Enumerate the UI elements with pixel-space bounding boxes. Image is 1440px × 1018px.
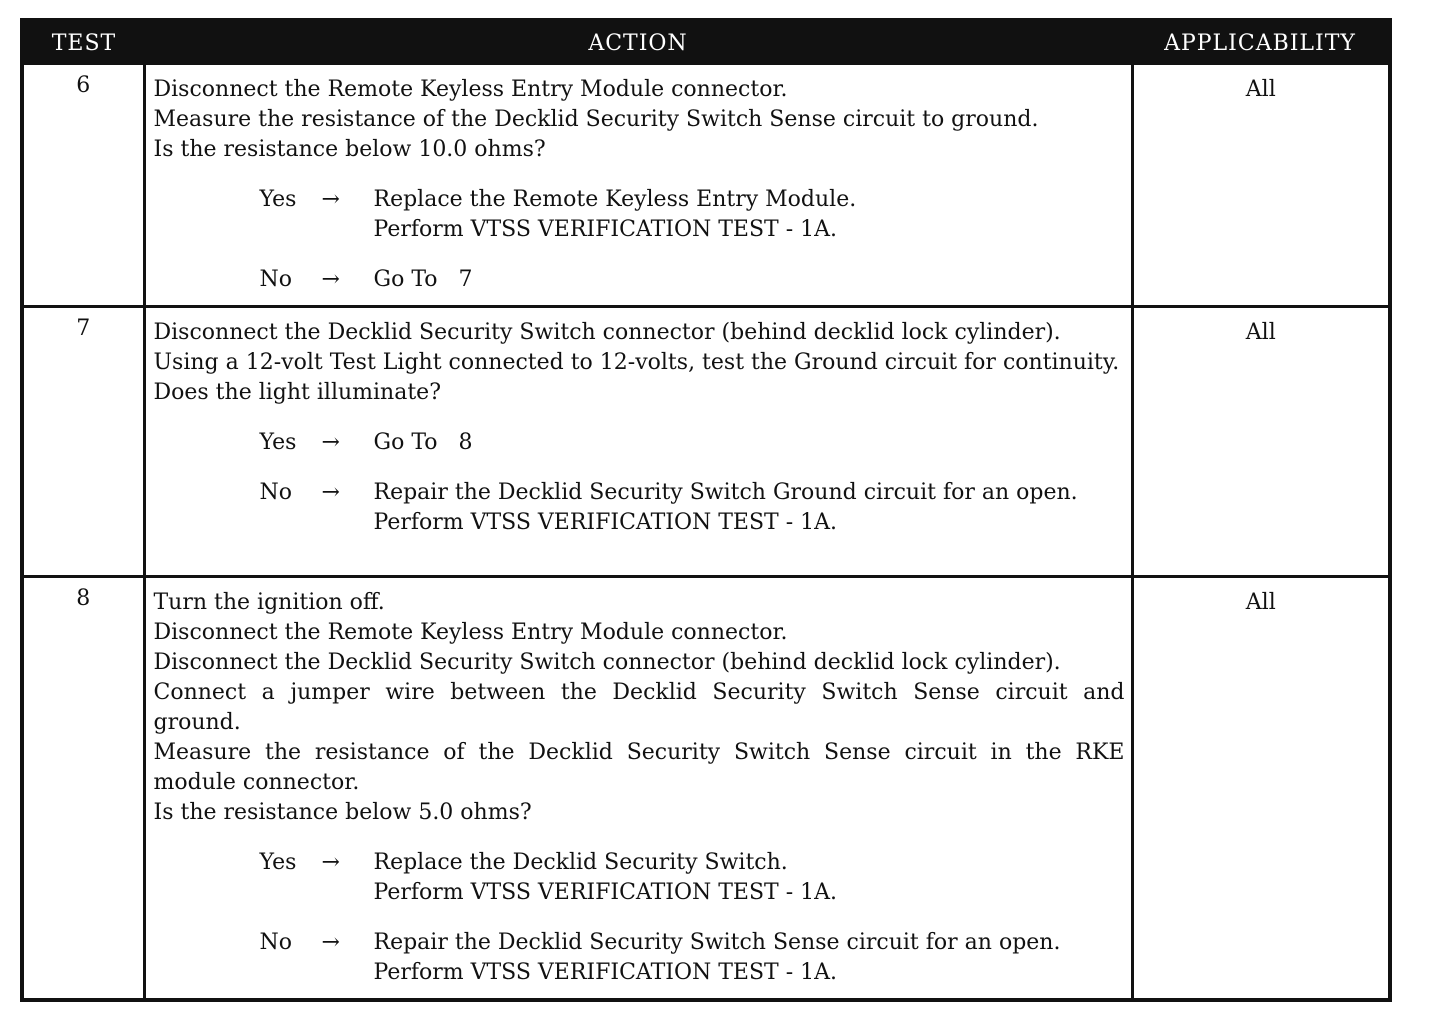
applicability-value: All	[1132, 577, 1390, 1001]
result-line: Perform VTSS VERIFICATION TEST - 1A.	[373, 960, 838, 985]
yes-label: Yes	[259, 850, 297, 875]
yes-branch	[154, 428, 1125, 458]
yes-branch	[154, 185, 1125, 245]
no-branch	[154, 478, 1125, 538]
action-step: Disconnect the Remote Keyless Entry Module connector.	[153, 77, 788, 102]
action-step: Measure the resistance of the Decklid Security Switch Sense circuit in the RKE module connector.	[153, 740, 1125, 795]
no-branch	[154, 265, 1125, 295]
result-line: Perform VTSS VERIFICATION TEST - 1A.	[373, 510, 838, 535]
right-arrow-icon: →	[321, 267, 340, 292]
table-row	[22, 577, 1390, 1001]
result-line: Repair the Decklid Security Switch Sense circuit for an open.	[373, 930, 1061, 955]
result-line: Go To 7	[373, 267, 473, 292]
yes-label: Yes	[259, 430, 297, 455]
right-arrow-icon: →	[321, 850, 340, 875]
action-step: Connect a jumper wire between the Decklid Security Switch Sense circuit and ground.	[153, 680, 1125, 735]
result-line: Repair the Decklid Security Switch Ground circuit for an open.	[373, 480, 1078, 505]
result-line: Replace the Remote Keyless Entry Module.	[373, 187, 857, 212]
result-line: Go To 8	[373, 430, 473, 455]
action-cell	[144, 307, 1132, 577]
table-header	[22, 20, 1390, 64]
yes-result	[374, 428, 1125, 458]
no-result	[374, 478, 1125, 538]
right-arrow-icon: →	[321, 930, 340, 955]
table-row	[22, 307, 1390, 577]
applicability-value: All	[1132, 307, 1390, 577]
action-step: Turn the ignition off.	[153, 590, 385, 615]
action-step: Disconnect the Remote Keyless Entry Module connector.	[153, 620, 788, 645]
diagnostic-test-table	[20, 18, 1392, 1002]
yes-label: Yes	[259, 187, 297, 212]
action-question: Does the light illuminate?	[153, 380, 441, 405]
right-arrow-icon: →	[321, 480, 340, 505]
no-result	[374, 928, 1125, 988]
no-label: No	[259, 267, 292, 292]
action-question: Is the resistance below 5.0 ohms?	[153, 800, 532, 825]
test-number: 7	[22, 307, 144, 577]
result-line: Perform VTSS VERIFICATION TEST - 1A.	[373, 880, 838, 905]
header-action: ACTION	[144, 20, 1132, 64]
yes-result	[374, 185, 1125, 245]
no-branch	[154, 928, 1125, 988]
action-step: Disconnect the Decklid Security Switch connector (behind decklid lock cylinder).	[153, 650, 1061, 675]
yes-branch	[154, 848, 1125, 908]
no-result	[374, 265, 1125, 295]
right-arrow-icon: →	[321, 430, 340, 455]
result-line: Replace the Decklid Security Switch.	[373, 850, 788, 875]
right-arrow-icon: →	[321, 187, 340, 212]
no-label: No	[259, 930, 292, 955]
applicability-value: All	[1132, 64, 1390, 307]
action-step: Using a 12-volt Test Light connected to 12-volts, test the Ground circuit for continuity.	[153, 350, 1120, 375]
table-row	[22, 64, 1390, 307]
action-step: Disconnect the Decklid Security Switch connector (behind decklid lock cylinder).	[153, 320, 1061, 345]
test-number: 8	[22, 577, 144, 1001]
test-number: 6	[22, 64, 144, 307]
action-cell	[144, 64, 1132, 307]
header-applicability: APPLICABILITY	[1132, 20, 1390, 64]
action-question: Is the resistance below 10.0 ohms?	[153, 137, 546, 162]
result-line: Perform VTSS VERIFICATION TEST - 1A.	[373, 217, 838, 242]
no-label: No	[259, 480, 292, 505]
yes-result	[374, 848, 1125, 908]
action-cell	[144, 577, 1132, 1001]
action-step: Measure the resistance of the Decklid Security Switch Sense circuit to ground.	[153, 107, 1039, 132]
header-test: TEST	[22, 20, 144, 64]
